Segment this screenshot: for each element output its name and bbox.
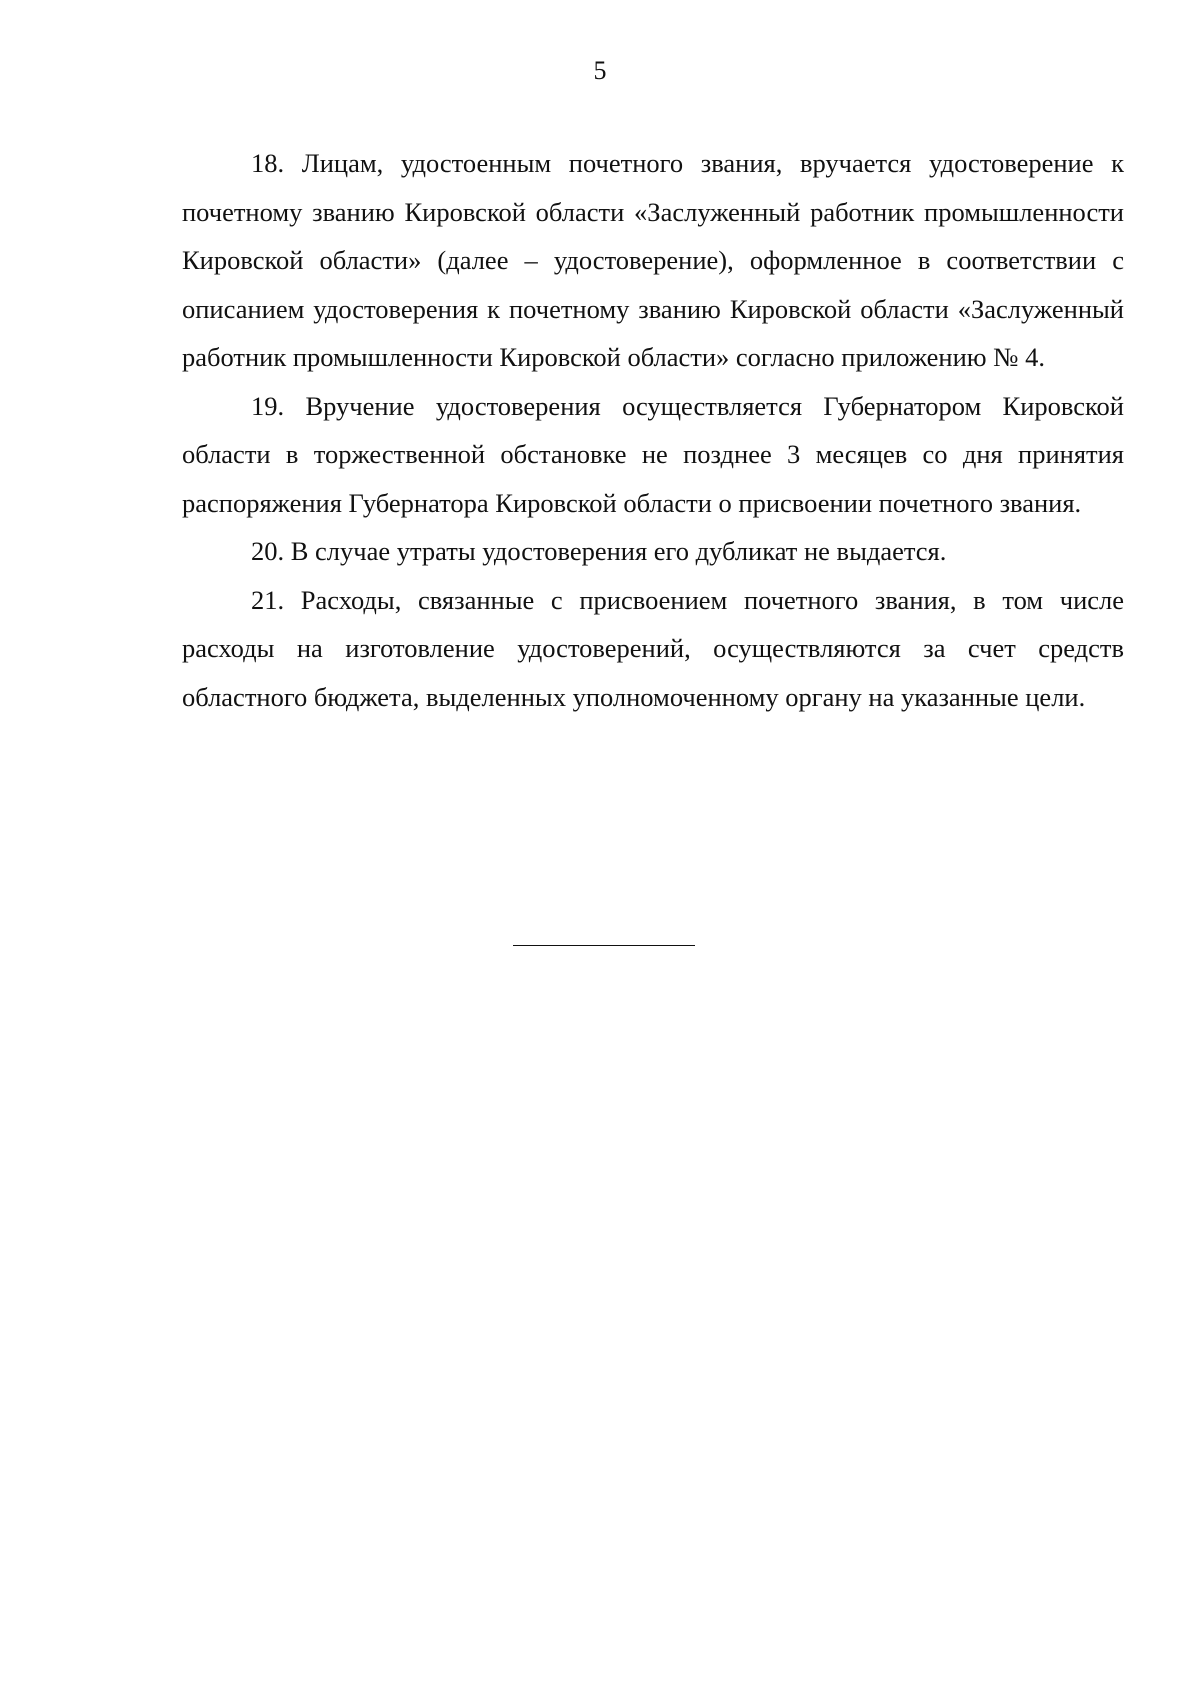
page-number: 5 <box>593 56 607 85</box>
document-body <box>182 139 1124 721</box>
paragraph-21: 21. Расходы, связанные с присвоением почетного звания, в том числе расходы на изготовление удостоверений, осуществляются за счет средств областного бюджета, выделенных уполномоченному органу на указанные цели. <box>182 584 1124 712</box>
paragraph-19: 19. Вручение удостоверения осуществляется Губернатором Кировской области в торжественной обстановке не позднее 3 месяцев со дня принятия распоряжения Губернатора Кировской области о присвоении почетного звания. <box>182 390 1124 518</box>
end-divider-line <box>513 945 695 946</box>
paragraph-20: 20. В случае утраты удостоверения его дубликат не выдается. <box>251 536 947 566</box>
paragraph-18: 18. Лицам, удостоенным почетного звания, вручается удостоверение к почетному званию Кировской области «Заслуженный работник промышленности Кировской области» (далее – удостоверение), оформленное в соответствии с описанием удостоверения к почетному званию Кировской области «Заслуженный работник промышленности Кировской области» согласно приложению № 4. <box>182 148 1124 372</box>
